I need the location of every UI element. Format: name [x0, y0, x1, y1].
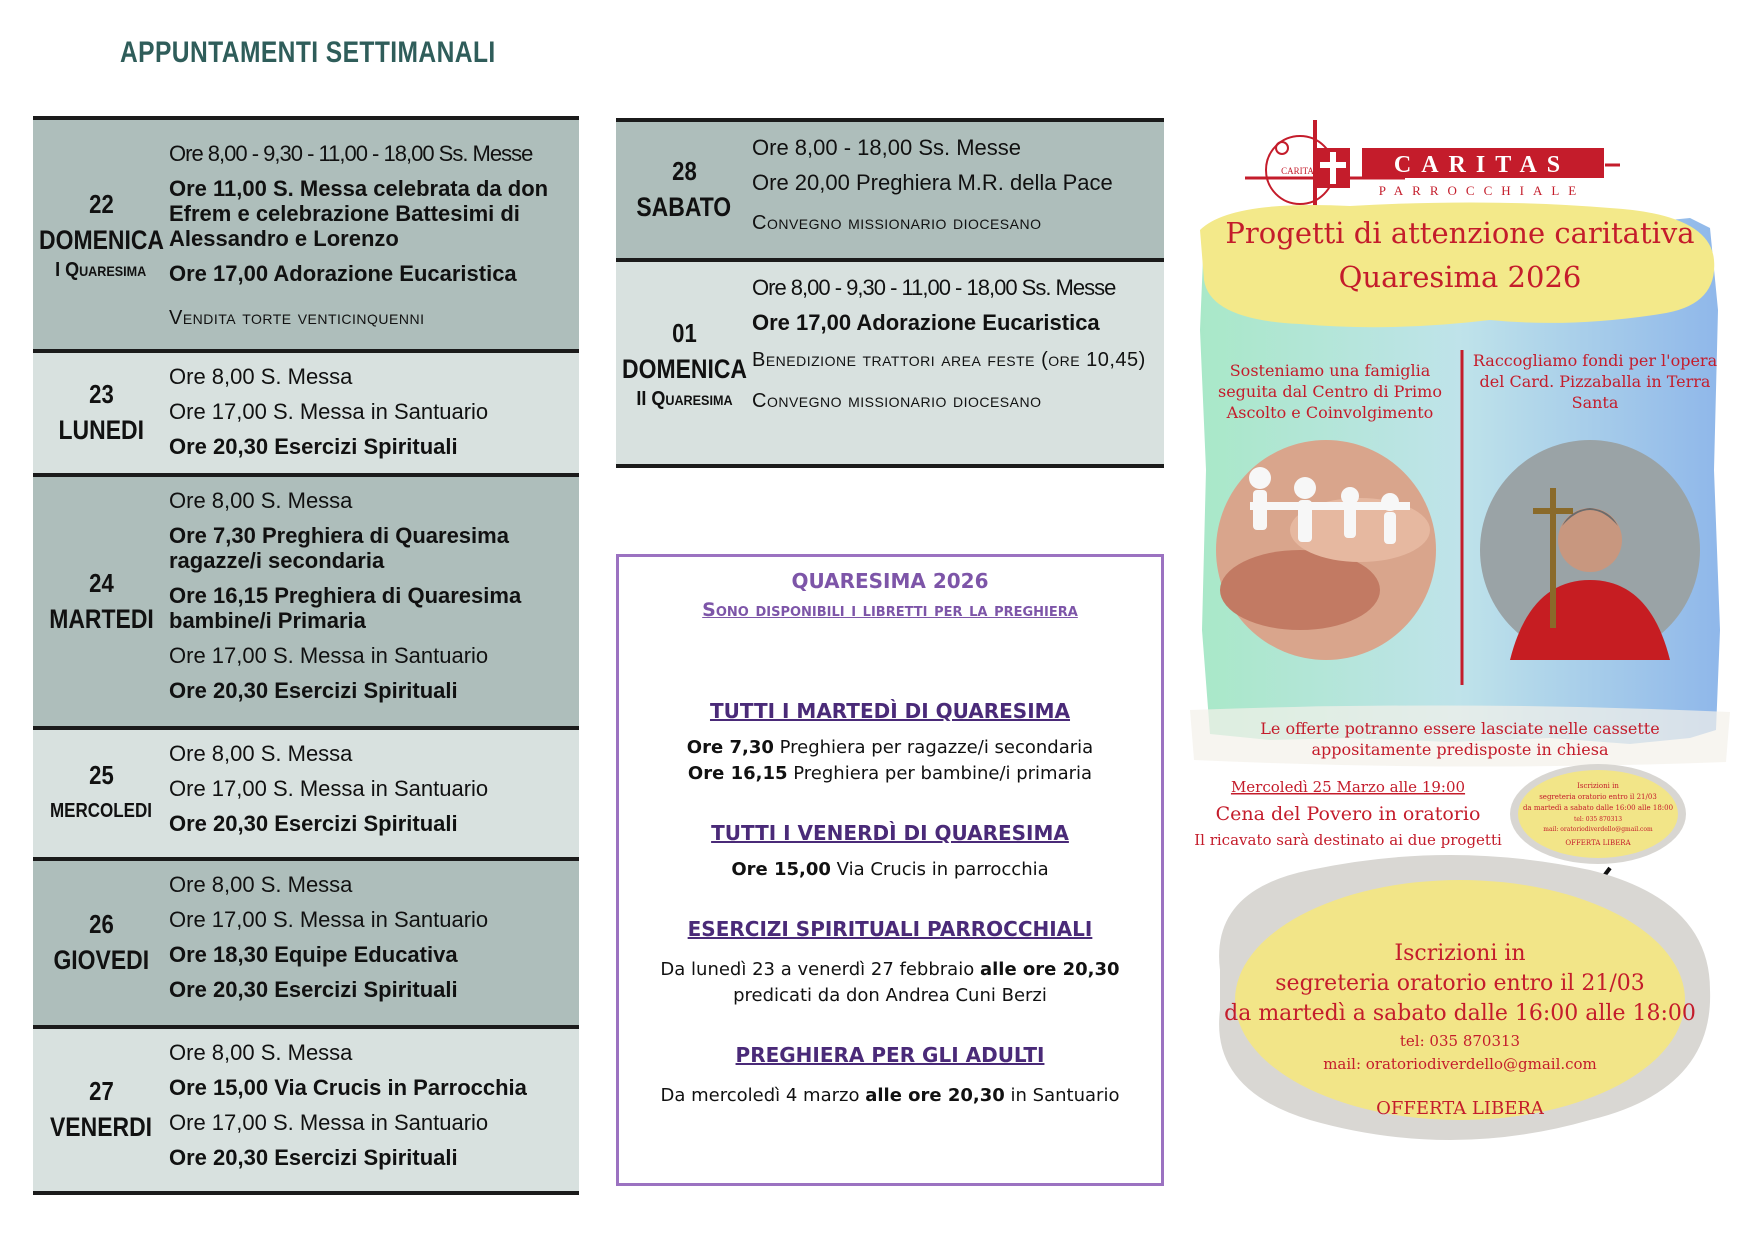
time-label: Ore 16,15: [687, 763, 788, 784]
schedule-item: Ore 8,00 S. Messa: [169, 741, 353, 766]
day-subtitle: I Quaresima: [55, 259, 147, 281]
text-span: Da lunedì 23 a venerdì 27 febbraio: [660, 959, 980, 980]
big-badge-line: tel: 035 870313: [1399, 1032, 1521, 1050]
day-name: GIOVEDI: [53, 945, 149, 975]
day-label: [33, 477, 169, 726]
schedule-item: Ore 20,30 Esercizi Spirituali: [169, 678, 458, 703]
caritas-brand: CARITAS: [1393, 152, 1571, 178]
quaresima-box: [616, 554, 1164, 1186]
schedule-item: Ore 8,00 S. Messa: [169, 364, 353, 389]
schedule-item: Ore 8,00 - 9,30 - 11,00 - 18,00 Ss. Messe: [169, 141, 533, 166]
offerte-text: Le offerte potranno essere lasciate nelle cassette appositamente predisposte in chiesa: [1260, 719, 1660, 759]
schedule-item: Ore 20,00 Preghiera M.R. della Pace: [752, 170, 1113, 195]
schedule-item: Benedizione trattori area feste (ore 10,45): [752, 349, 1146, 371]
schedule-item: Ore 11,00 S. Messa celebrata da don Efrem e celebrazione Battesimi di Alessandro e Lorenzo: [169, 176, 549, 251]
headline-line-1: Progetti di attenzione caritativa: [1225, 216, 1695, 250]
section-text: [619, 957, 1161, 1009]
schedule-item: Ore 17,00 S. Messa in Santuario: [169, 907, 489, 932]
day-name: LUNEDI: [58, 415, 144, 445]
cena-note: Il ricavato sarà destinato ai due progetti: [1194, 831, 1502, 849]
section-title-adulti: PREGHIERA PER GLI ADULTI: [735, 1043, 1045, 1067]
badge-line: Iscrizioni in: [1577, 782, 1619, 790]
badge-line: mail: oratoriodiverdello@gmail.com: [1543, 826, 1653, 833]
day-number: 26: [88, 909, 114, 939]
time-label: alle ore 20,30: [979, 959, 1120, 980]
day-row-28: [616, 118, 1164, 258]
day-number: 25: [88, 759, 114, 790]
day-row-22: [33, 116, 579, 349]
schedule-item: Convegno missionario diocesano: [752, 390, 1042, 412]
schedule-item: Ore 8,00 S. Messa: [169, 488, 353, 513]
day-number: 24: [88, 567, 114, 598]
time-label: alle ore 20,30: [865, 1085, 1005, 1106]
day-row-25: [33, 726, 579, 857]
schedule-item: Ore 8,00 - 18,00 Ss. Messe: [752, 135, 1022, 160]
schedule-item: Ore 18,30 Equipe Educativa: [169, 942, 458, 967]
day-name: MERCOLEDI: [50, 799, 152, 822]
big-badge-line: Iscrizioni in: [1394, 941, 1526, 966]
badge-line: segreteria oratorio entro il 21/03: [1539, 793, 1657, 801]
schedule-item: Ore 8,00 S. Messa: [169, 1040, 353, 1065]
left-schedule: [33, 116, 579, 1195]
day-name: DOMENICA: [38, 225, 164, 255]
day-number: 22: [88, 189, 114, 219]
day-name: SABATO: [636, 192, 732, 222]
section-text: [619, 735, 1161, 787]
day-number: 01: [671, 317, 697, 348]
schedule-item: Ore 17,00 S. Messa in Santuario: [169, 399, 489, 424]
day-items: [169, 861, 579, 1025]
schedule-item: Ore 8,00 S. Messa: [169, 872, 353, 897]
day-label: [616, 262, 752, 464]
day-label: [33, 120, 169, 349]
day-number: 28: [671, 156, 697, 186]
text-span: Da mercoledì 4 marzo: [660, 1085, 866, 1106]
schedule-item: Ore 17,00 Adorazione Eucaristica: [752, 310, 1100, 335]
schedule-item: Ore 8,00 - 9,30 - 11,00 - 18,00 Ss. Messe: [752, 275, 1116, 300]
big-badge-line: mail: oratoriodiverdello@gmail.com: [1323, 1055, 1597, 1073]
day-row-01: [616, 258, 1164, 468]
text-span: predicati da don Andrea Cuni Berzi: [733, 985, 1047, 1006]
schedule-item: Ore 17,00 Adorazione Eucaristica: [169, 261, 517, 286]
day-row-26: [33, 857, 579, 1025]
day-label: [33, 861, 169, 1025]
cena-date: Mercoledì 25 Marzo alle 19:00: [1230, 778, 1466, 796]
day-label: [616, 122, 752, 258]
schedule-item: Vendita torte venticinquenni: [169, 307, 425, 329]
headline-line-2: Quaresima 2026: [1338, 260, 1582, 294]
right-project-text: Raccogliamo fondi per l'opera del Card. Pizzaballa in Terra Santa: [1472, 351, 1718, 412]
right-schedule: [616, 118, 1164, 468]
text-span: Preghiera per bambine/i primaria: [787, 763, 1093, 784]
day-name: VENERDI: [49, 1112, 153, 1142]
day-name: DOMENICA: [621, 353, 747, 384]
caritas-logo-small: CARITAS: [1281, 166, 1319, 176]
day-label: [33, 730, 169, 857]
day-label: [33, 353, 169, 473]
day-items: [169, 353, 579, 473]
day-number: 27: [88, 1076, 114, 1106]
schedule-item: Ore 20,30 Esercizi Spirituali: [169, 977, 458, 1002]
cena-title: Cena del Povero in oratorio: [1215, 803, 1481, 825]
day-items: [169, 730, 579, 857]
section-text: [619, 1083, 1161, 1109]
text-span: Via Crucis in parrocchia: [830, 859, 1049, 880]
caritas-brand-sub: PARROCCHIALE: [1378, 183, 1586, 198]
badge-line: OFFERTA LIBERA: [1565, 839, 1631, 847]
big-badge-line: OFFERTA LIBERA: [1376, 1098, 1544, 1119]
schedule-item: Ore 17,00 S. Messa in Santuario: [169, 643, 489, 668]
day-items: [169, 1029, 579, 1191]
schedule-item: Ore 20,30 Esercizi Spirituali: [169, 1145, 458, 1170]
day-label: [33, 1029, 169, 1191]
section-title-esercizi: ESERCIZI SPIRITUALI PARROCCHIALI: [687, 917, 1093, 941]
schedule-item: Ore 20,30 Esercizi Spirituali: [169, 811, 458, 836]
day-items: [169, 120, 579, 349]
schedule-item: Convegno missionario diocesano: [752, 212, 1042, 234]
day-number: 23: [88, 379, 114, 409]
schedule-item: Ore 17,00 S. Messa in Santuario: [169, 1110, 489, 1135]
left-project-text: Sosteniamo una famiglia seguita dal Centro di Primo Ascolto e Coinvolgimento: [1218, 361, 1442, 422]
big-badge-line: da martedì a sabato dalle 16:00 alle 18:00: [1224, 1001, 1696, 1026]
day-row-24: [33, 473, 579, 726]
section-title-venerdi: TUTTI I VENERDÌ DI QUARESIMA: [711, 821, 1069, 845]
text-span: Preghiera per ragazze/i secondaria: [773, 737, 1094, 758]
day-items: [752, 122, 1164, 258]
section-text: [619, 857, 1161, 883]
day-items: [752, 262, 1164, 464]
time-label: Ore 7,30: [686, 737, 774, 758]
big-badge-line: segreteria oratorio entro il 21/03: [1275, 971, 1645, 996]
badge-line: da martedì a sabato dalle 16:00 alle 18:00: [1522, 804, 1674, 812]
page-title: APPUNTAMENTI SETTIMANALI: [120, 36, 496, 69]
schedule-item: Ore 20,30 Esercizi Spirituali: [169, 434, 458, 459]
schedule-item: Ore 17,00 S. Messa in Santuario: [169, 776, 489, 801]
quaresima-title: QUARESIMA 2026: [791, 569, 989, 593]
caritas-poster: [1190, 110, 1730, 1210]
schedule-item: Ore 7,30 Preghiera di Quaresima ragazze/i secondaria: [169, 523, 509, 573]
section-title-martedi: TUTTI I MARTEDÌ DI QUARESIMA: [709, 699, 1071, 723]
day-items: [169, 477, 579, 726]
text-span: in Santuario: [1004, 1085, 1120, 1106]
badge-line: tel: 035 870313: [1573, 816, 1623, 823]
day-name: MARTEDI: [48, 603, 154, 634]
schedule-item: Ore 15,00 Via Crucis in Parrocchia: [169, 1075, 527, 1100]
time-label: Ore 15,00: [731, 859, 831, 880]
quaresima-subtitle: Sono disponibili i libretti per la preghiera: [702, 599, 1078, 621]
day-row-27: [33, 1025, 579, 1195]
schedule-item: Ore 16,15 Preghiera di Quaresima bambine/i Primaria: [169, 583, 522, 633]
day-subtitle: II Quaresima: [635, 387, 733, 410]
day-row-23: [33, 349, 579, 473]
